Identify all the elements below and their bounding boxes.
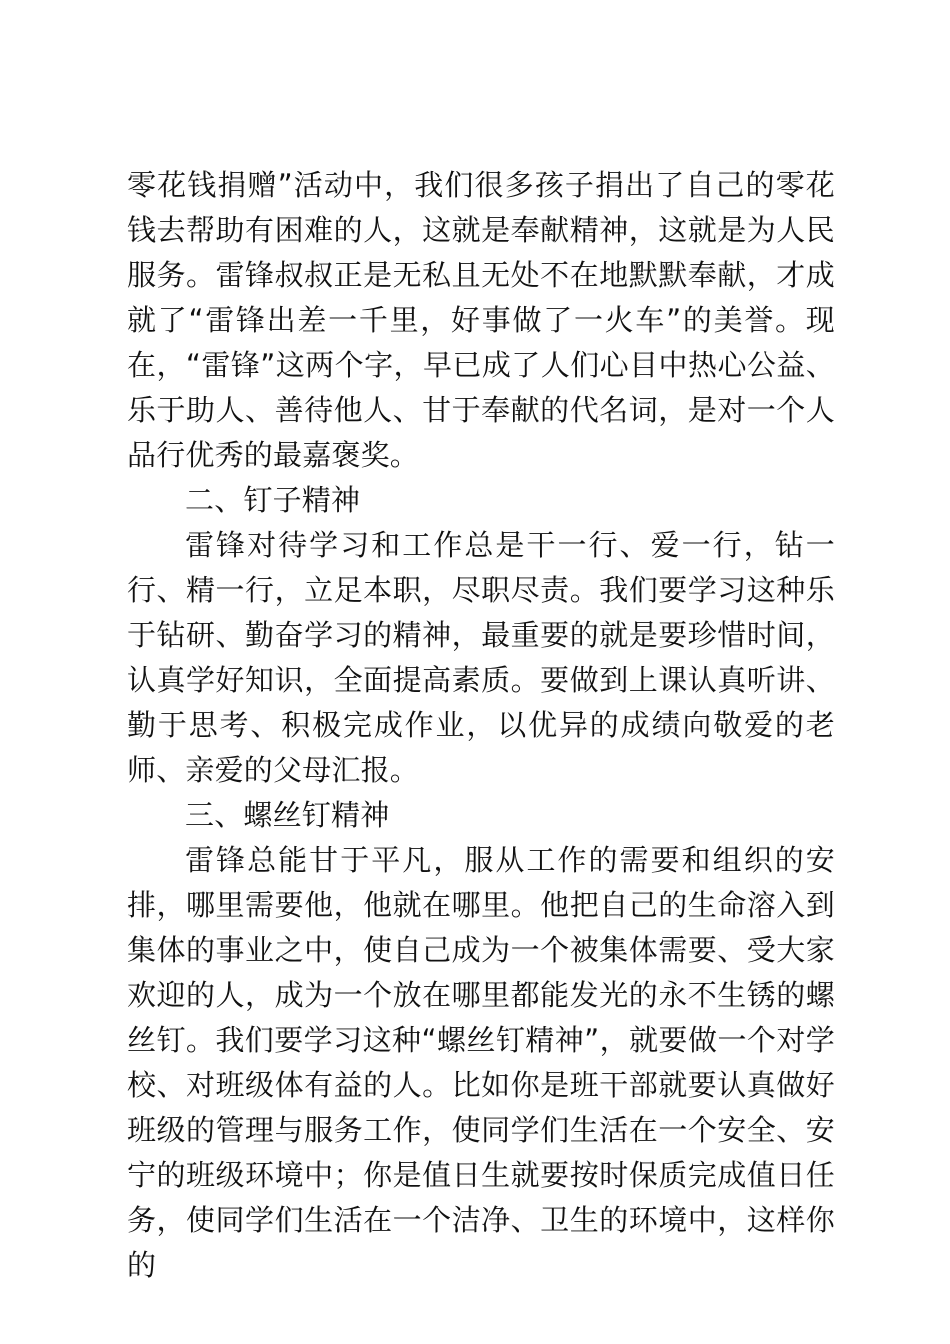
section-heading-nail-spirit: 二、钉子精神	[185, 483, 361, 517]
section-heading-screw-spirit: 三、螺丝钉精神	[185, 798, 390, 832]
paragraph-continuation: 零花钱捐赠”活动中，我们很多孩子捐出了自己的零花钱去帮助有困难的人，这就是奉献精神，这就是为人民服务。雷锋叔叔正是无私且无处不在地默默奉献，才成就了“雷锋出差一千里，好事做了一火车”的美誉。现在，“雷锋”这两个字，早已成了人们心目中热心公益、乐于助人、善待他人、甘于奉献的代名词，是对一个人品行优秀的最嘉褒奖。	[127, 168, 835, 472]
document-body	[127, 163, 835, 1288]
paragraph-nail-spirit: 雷锋对待学习和工作总是干一行、爱一行，钻一行、精一行，立足本职，尽职尽责。我们要学习这种乐于钻研、勤奋学习的精神，最重要的就是要珍惜时间，认真学好知识，全面提高素质。要做到上课认真听讲、勤于思考、积极完成作业，以优异的成绩向敬爱的老师、亲爱的父母汇报。	[127, 528, 835, 787]
paragraph-screw-spirit: 雷锋总能甘于平凡，服从工作的需要和组织的安排，哪里需要他，他就在哪里。他把自己的生命溶入到集体的事业之中，使自己成为一个被集体需要、受大家欢迎的人，成为一个放在哪里都能发光的永不生锈的螺丝钉。我们要学习这种“螺丝钉精神”，就要做一个对学校、对班级体有益的人。比如你是班干部就要认真做好班级的管理与服务工作，使同学们生活在一个安全、安宁的班级环境中；你是值日生就要按时保质完成值日任务，使同学们生活在一个洁净、卫生的环境中，这样你的	[127, 843, 835, 1282]
